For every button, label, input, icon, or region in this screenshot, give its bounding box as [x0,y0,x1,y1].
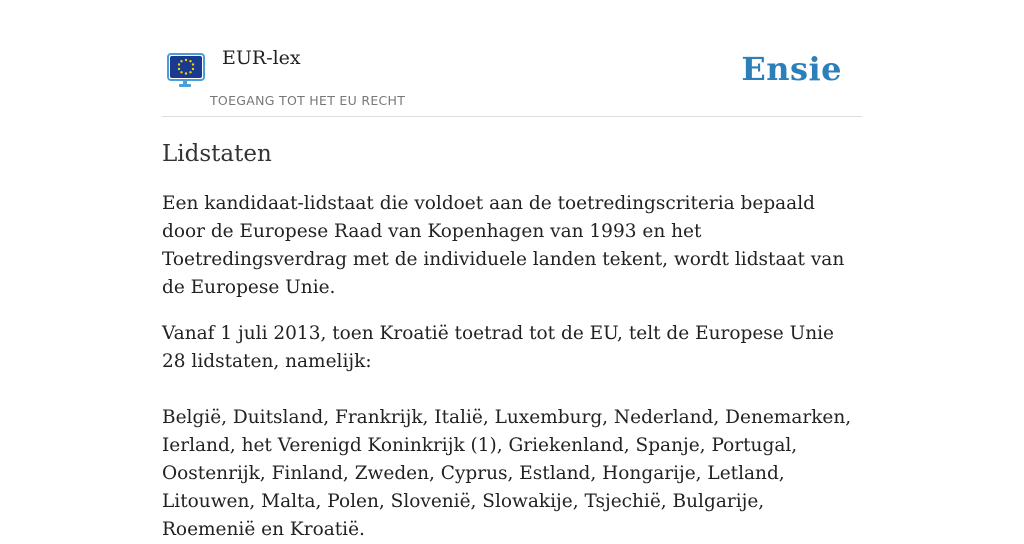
site-tagline: TOEGANG TOT HET EU RECHT [210,93,406,108]
eu-flag-monitor-icon[interactable] [168,54,206,88]
article [162,138,862,544]
article-paragraph: Een kandidaat-lidstaat die voldoet aan de toetredingscriteria bepaald door de Europese Raad van Kopenhagen van 1993 en het Toetredingsverdrag met de individuele landen tekent, wordt lidstaat van de Europese Unie. [162,193,845,298]
article-title: Lidstaten [162,141,272,167]
site-name[interactable]: EUR-lex [222,47,301,69]
member-states-list: België, Duitsland, Frankrijk, Italië, Luxemburg, Nederland, Denemarken, Ierland, het Verenigd Koninkrijk (1), Griekenland, Spanje, Portugal, Oostenrijk, Finland, Zweden, Cyprus, Estland, Hongarije, Letland, Litouwen, Malta, Polen, Slovenië, Slowakije, Tsjechië, Bulgarije, Roemenië en Kroatië. [162,407,852,540]
site-header [162,40,862,117]
article-paragraph: Vanaf 1 juli 2013, toen Kroatië toetrad tot de EU, telt de Europese Unie 28 lidstaten, namelijk: [162,323,834,372]
brand-logo[interactable]: Ensie [741,50,842,88]
